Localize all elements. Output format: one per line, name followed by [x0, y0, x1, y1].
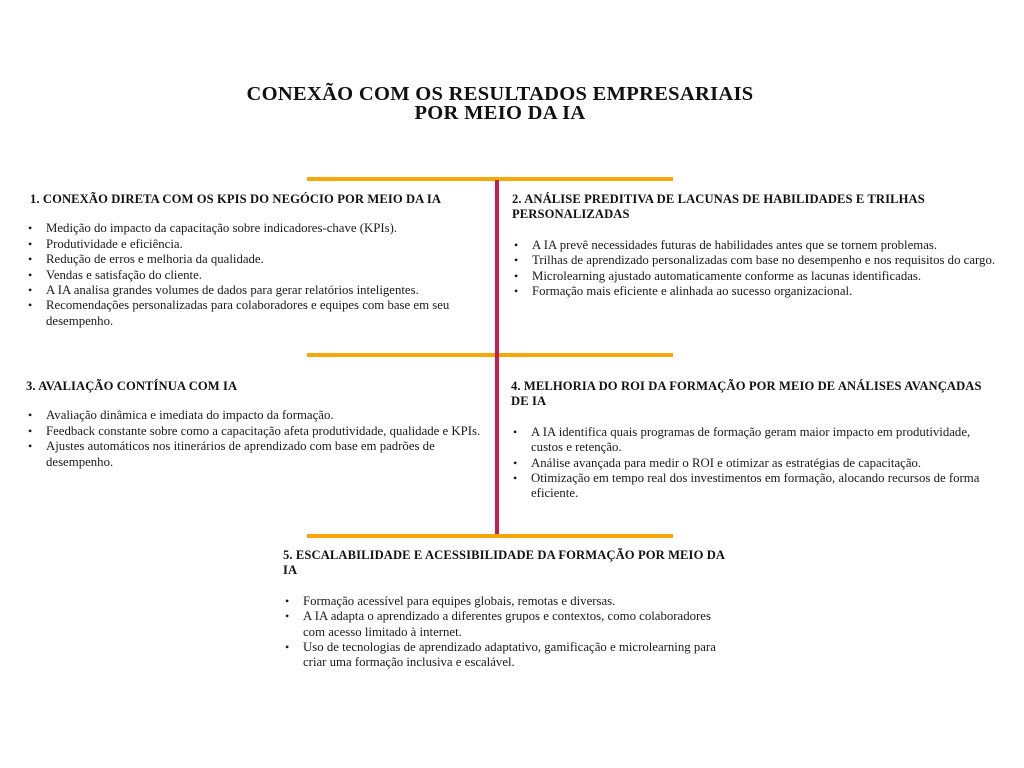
- list-item: • Análise avançada para medir o ROI e otimizar as estratégias de capacitação.: [511, 456, 996, 471]
- list-item: • Redução de erros e melhoria da qualidade.: [26, 252, 485, 267]
- list-item: • A IA prevê necessidades futuras de habilidades antes que se tornem problemas.: [512, 238, 997, 253]
- section-5: [283, 548, 733, 671]
- section-4-heading: 4. MELHORIA DO ROI DA FORMAÇÃO POR MEIO DE ANÁLISES AVANÇADAS DE IA: [511, 379, 982, 409]
- title-line-1: CONEXÃO COM OS RESULTADOS EMPRESARIAIS: [246, 83, 754, 105]
- list-item: • Formação mais eficiente e alinhada ao sucesso organizacional.: [512, 284, 997, 299]
- section-5-list: [283, 594, 733, 671]
- section-2: [512, 192, 997, 299]
- list-item: • Vendas e satisfação do cliente.: [26, 268, 485, 283]
- divider-bottom: [307, 534, 673, 538]
- section-3: [26, 379, 481, 470]
- divider-top: [307, 177, 673, 181]
- list-item: • Microlearning ajustado automaticamente conforme as lacunas identificadas.: [512, 269, 997, 284]
- list-item: • Uso de tecnologias de aprendizado adaptativo, gamificação e microlearning para criar uma formação inclusiva e escalável.: [283, 640, 733, 671]
- section-2-heading: 2. ANÁLISE PREDITIVA DE LACUNAS DE HABILIDADES E TRILHAS PERSONALIZADAS: [512, 192, 925, 222]
- section-3-list: [26, 408, 481, 470]
- list-item: • Avaliação dinâmica e imediata do impacto da formação.: [26, 408, 481, 423]
- divider-vertical: [495, 180, 499, 534]
- section-5-heading: 5. ESCALABILIDADE E ACESSIBILIDADE DA FORMAÇÃO POR MEIO DA IA: [283, 548, 725, 578]
- section-3-heading: 3. AVALIAÇÃO CONTÍNUA COM IA: [26, 379, 238, 393]
- list-item: • A IA adapta o aprendizado a diferentes grupos e contextos, como colaboradores com acesso limitado à internet.: [283, 609, 733, 640]
- section-1: [30, 192, 485, 329]
- list-item: • Otimização em tempo real dos investimentos em formação, alocando recursos de forma eficiente.: [511, 471, 996, 502]
- list-item: • Feedback constante sobre como a capacitação afeta produtividade, qualidade e KPIs.: [26, 424, 481, 439]
- list-item: • Trilhas de aprendizado personalizadas com base no desempenho e nos requisitos do cargo.: [512, 253, 997, 268]
- title-line-2: POR MEIO DA IA: [414, 102, 586, 124]
- page-title: [0, 85, 1000, 123]
- list-item: • Medição do impacto da capacitação sobre indicadores-chave (KPIs).: [26, 221, 485, 236]
- section-4: [511, 379, 996, 502]
- list-item: • Produtividade e eficiência.: [26, 237, 485, 252]
- list-item: • Ajustes automáticos nos itinerários de aprendizado com base em padrões de desempenho.: [26, 439, 481, 470]
- list-item: • A IA identifica quais programas de formação geram maior impacto em produtividade, custos e retenção.: [511, 425, 996, 456]
- section-1-list: [26, 221, 485, 329]
- section-1-heading: 1. CONEXÃO DIRETA COM OS KPIS DO NEGÓCIO POR MEIO DA IA: [30, 192, 442, 206]
- divider-middle: [307, 353, 673, 357]
- section-4-list: [511, 425, 996, 502]
- list-item: • Formação acessível para equipes globais, remotas e diversas.: [283, 594, 733, 609]
- list-item: • Recomendações personalizadas para colaboradores e equipes com base em seu desempenho.: [26, 298, 485, 329]
- list-item: • A IA analisa grandes volumes de dados para gerar relatórios inteligentes.: [26, 283, 485, 298]
- section-2-list: [512, 238, 997, 300]
